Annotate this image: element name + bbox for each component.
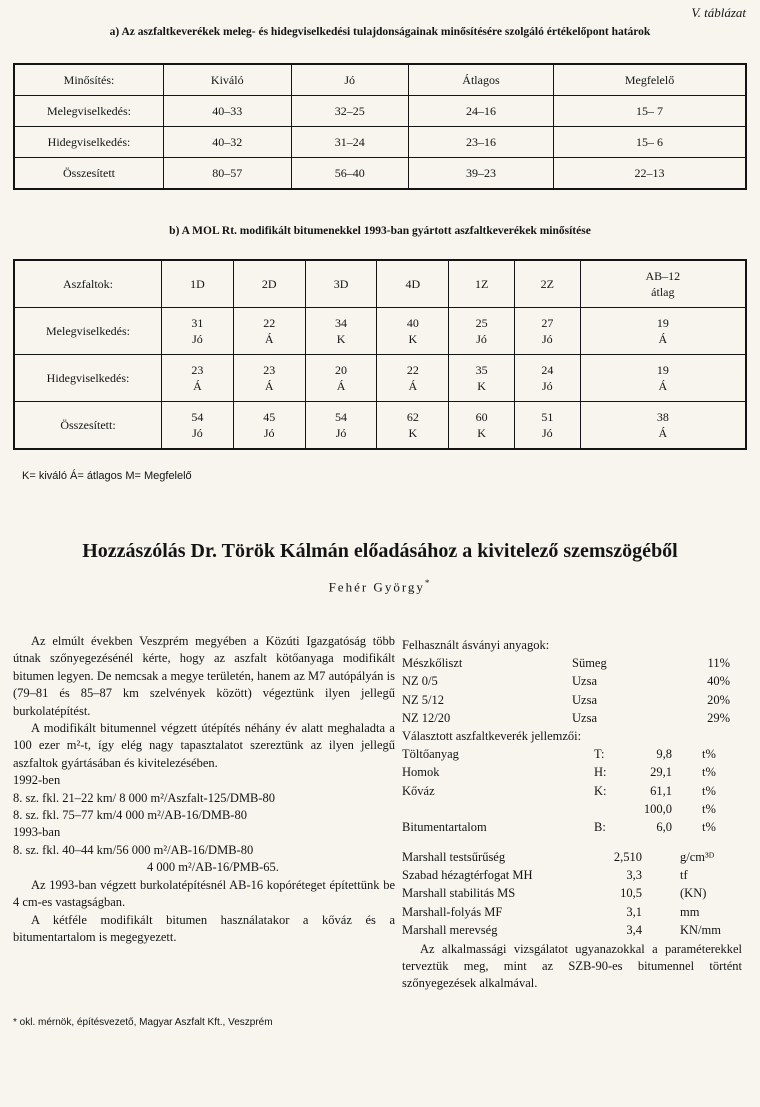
table-cell: 24–16: [408, 96, 553, 127]
table-cell: Melegviselkedés:: [14, 96, 164, 127]
table-cell: 31–24: [291, 127, 408, 158]
table-cell: 20 Á: [305, 355, 377, 402]
table-cell: 31 Jó: [162, 308, 234, 355]
table-cell: 24 Jó: [514, 355, 580, 402]
material-row-cell: Uzsa: [572, 674, 597, 689]
paragraph: A modifikált bitumennel végzett útépítés néhány év alatt meghaladta a 100 ezer m²-t, így elég nagy tapasztalatot szereztünk az ilyen jellegű aszfaltok gyártásában és kivitelezésében.: [13, 721, 395, 770]
article-right-column: [402, 638, 742, 992]
table-header-cell: AB–12 átlag: [580, 260, 746, 308]
mix-row-cell: Bitumentartalom: [402, 819, 487, 834]
table-cell: Melegviselkedés:: [14, 308, 162, 355]
table-cell: 15– 7: [554, 96, 746, 127]
list-item: 8. sz. fkl. 40–44 km/56 000 m²/AB-16/DMB-80: [13, 842, 254, 857]
paragraph: A kétféle modifikált bitumen használatakor a kőváz és a bitumentartalom is megegyezett.: [13, 912, 395, 944]
marshall-row-cell: Marshall testsűrűség: [402, 850, 506, 865]
mix-row: [402, 765, 742, 783]
rating-limits-table: [13, 63, 747, 190]
material-row-cell: 20%: [707, 692, 730, 707]
mix-heading: [402, 729, 742, 747]
marshall-row-cell: Marshall-folyás MF: [402, 904, 503, 919]
table-cell: 23–16: [408, 127, 553, 158]
mix-row-cell: t%: [702, 819, 716, 834]
mix-row-cell: 29,1: [650, 765, 672, 780]
table-cell: 23 Á: [233, 355, 305, 402]
mix-row-cell: 61,1: [650, 783, 672, 798]
table-header-row: [14, 260, 746, 308]
table-cell: Összesített: [14, 158, 164, 190]
marshall-row-cell: (KN): [680, 886, 707, 901]
material-row-cell: NZ 0/5: [402, 674, 438, 689]
table-header-cell: Jó: [291, 64, 408, 96]
table-cell: 51 Jó: [514, 402, 580, 450]
mix-row-cell: Kőváz: [402, 783, 435, 798]
material-row: [402, 674, 742, 692]
material-row-cell: Mészkőliszt: [402, 656, 463, 671]
material-row-cell: 11%: [707, 656, 730, 671]
mix-row: [402, 747, 742, 765]
table-cell: Hidegviselkedés:: [14, 127, 164, 158]
table-header-cell: Minősítés:: [14, 64, 164, 96]
table-header-cell: 3D: [305, 260, 377, 308]
marshall-row-cell: 3,4: [626, 922, 642, 937]
material-row: [402, 693, 742, 711]
marshall-row: [402, 923, 742, 941]
table-cell: 40–33: [164, 96, 292, 127]
article-left-column: [13, 633, 395, 946]
table-cell: 27 Jó: [514, 308, 580, 355]
list-item: 4 000 m²/AB-16/PMB-65.: [147, 860, 279, 875]
table-header-row: [14, 64, 746, 96]
table-b-caption: b) A MOL Rt. modifikált bitumenekkel 1993-ban gyártott aszfaltkeverékek minősítése: [169, 225, 591, 237]
mix-heading-cell: Választott aszfaltkeverék jellemzői:: [402, 728, 582, 743]
mix-row-cell: Töltőanyag: [402, 747, 459, 762]
table-cell: 60 K: [449, 402, 515, 450]
marshall-row-cell: Szabad hézagtérfogat MH: [402, 868, 533, 883]
table-cell: 19 Á: [580, 308, 746, 355]
table-header-cell: Kiváló: [164, 64, 292, 96]
table-header-cell: 2Z: [514, 260, 580, 308]
table-row: [14, 402, 746, 450]
material-row-cell: NZ 5/12: [402, 692, 445, 707]
marshall-row-cell: Marshall merevség: [402, 922, 498, 937]
table-header-cell: 1D: [162, 260, 234, 308]
marshall-row: [402, 905, 742, 923]
mix-row-cell: T:: [594, 747, 605, 762]
paragraph: Az 1993-ban végzett burkolatépítésnél AB-16 kopóréteget építettünk be 4 cm-es vastagságban.: [13, 877, 395, 910]
closing-paragraph: Az alkalmassági vizsgálatot ugyanazokkal a paraméterekkel terveztük meg, mint az SZB-90-es bitumennel történt szőnyegezések alkalmával.: [402, 942, 742, 990]
table-cell: 19 Á: [580, 355, 746, 402]
list-item: 1993-ban: [13, 825, 61, 840]
table-cell: 40 K: [377, 308, 449, 355]
material-row-cell: Uzsa: [572, 710, 597, 725]
table-tag: V. táblázat: [691, 5, 746, 20]
material-row-cell: NZ 12/20: [402, 710, 451, 725]
mix-row-cell: B:: [594, 819, 606, 834]
material-row-cell: Uzsa: [572, 692, 597, 707]
marshall-row: [402, 850, 742, 868]
materials-heading: Felhasznált ásványi anyagok:: [402, 638, 550, 652]
table-cell: 54 Jó: [162, 402, 234, 450]
mix-row: [402, 820, 742, 838]
mix-row: [402, 784, 742, 802]
mix-row-cell: t%: [702, 801, 716, 816]
table-cell: 23 Á: [162, 355, 234, 402]
table-cell: 34 K: [305, 308, 377, 355]
marshall-row: [402, 868, 742, 886]
table-cell: 25 Jó: [449, 308, 515, 355]
marshall-row-cell: 3,1: [626, 904, 642, 919]
material-row: [402, 656, 742, 674]
mix-row-cell: Homok: [402, 765, 440, 780]
table-header-cell: Aszfaltok:: [14, 260, 162, 308]
marshall-row-cell: Marshall stabilitás MS: [402, 886, 516, 901]
table-cell: 38 Á: [580, 402, 746, 450]
table-cell: 80–57: [164, 158, 292, 190]
mix-row-cell: H:: [594, 765, 607, 780]
material-row: [402, 711, 742, 729]
marshall-row-cell: 10,5: [620, 886, 642, 901]
material-row-cell: Sümeg: [572, 656, 607, 671]
table-cell: Hidegviselkedés:: [14, 355, 162, 402]
table-cell: 35 K: [449, 355, 515, 402]
table-cell: 32–25: [291, 96, 408, 127]
list-item: 8. sz. fkl. 21–22 km/ 8 000 m²/Aszfalt-125/DMB-80: [13, 790, 276, 805]
footnote: * okl. mérnök, építésvezető, Magyar Aszfalt Kft., Veszprém: [13, 1017, 273, 1028]
mix-row-cell: 100,0: [643, 801, 672, 816]
rating-legend: K= kiváló Á= átlagos M= Megfelelő: [22, 470, 192, 482]
table-row: [14, 308, 746, 355]
table-cell: 56–40: [291, 158, 408, 190]
table-cell: 22 Á: [233, 308, 305, 355]
table-header-cell: 1Z: [449, 260, 515, 308]
table-header-cell: 4D: [377, 260, 449, 308]
mix-row-cell: t%: [702, 747, 716, 762]
table-a-caption: a) Az aszfaltkeverékek meleg- és hidegviselkedési tulajdonságainak minősítésére szolgáló értékelőpont határok: [109, 26, 651, 38]
mix-row: [402, 802, 742, 820]
table-cell: 39–23: [408, 158, 553, 190]
paragraph: Az elmúlt években Veszprém megyében a Közúti Igazgatóság több útnak szőnyegezésénél kérte, hogy az aszfalt kötőanyaga modifikált bitumen legyen. De nemcsak a megye területén, hanem az M7 autópályán is (79–81 és 85–87 km szelvények között) végeztünk ilyen jellegű burkolatépítést.: [13, 634, 395, 718]
table-header-cell: Átlagos: [408, 64, 553, 96]
marshall-row: [402, 886, 742, 904]
marshall-row-cell: mm: [680, 904, 700, 919]
marshall-row-cell: 2,510: [613, 850, 642, 865]
table-header-cell: Megfelelő: [554, 64, 746, 96]
table-row: [14, 355, 746, 402]
table-cell: 62 K: [377, 402, 449, 450]
mix-row-cell: t%: [702, 765, 716, 780]
mix-row-cell: t%: [702, 783, 716, 798]
table-cell: 40–32: [164, 127, 292, 158]
list-item: 8. sz. fkl. 75–77 km/4 000 m²/AB-16/DMB-80: [13, 808, 247, 823]
marshall-row-cell: KN/mm: [680, 922, 721, 937]
material-row-cell: 40%: [707, 674, 730, 689]
table-row: [14, 127, 746, 158]
asphalt-rating-table: [13, 259, 747, 450]
table-row: [14, 158, 746, 190]
article-author: [0, 578, 760, 595]
table-cell: Összesített:: [14, 402, 162, 450]
table-cell: 15– 6: [554, 127, 746, 158]
author-name: Fehér György: [328, 579, 425, 595]
mix-row-cell: K:: [594, 783, 607, 798]
author-footnote-mark: *: [424, 578, 432, 588]
material-row-cell: 29%: [707, 710, 730, 725]
table-cell: 22–13: [554, 158, 746, 190]
article-title: Hozzászólás Dr. Török Kálmán előadásához a kivitelező szemszögéből: [82, 540, 678, 562]
mix-row-cell: 9,8: [656, 747, 672, 762]
table-header-cell: 2D: [233, 260, 305, 308]
marshall-row-cell: g/cm³ᴰ: [680, 850, 715, 865]
table-cell: 22 Á: [377, 355, 449, 402]
table-cell: 54 Jó: [305, 402, 377, 450]
table-row: [14, 96, 746, 127]
mix-row-cell: 6,0: [656, 819, 672, 834]
marshall-row-cell: 3,3: [626, 868, 642, 883]
table-cell: 45 Jó: [233, 402, 305, 450]
list-item: 1992-ben: [13, 773, 61, 788]
marshall-row-cell: tf: [680, 868, 688, 883]
